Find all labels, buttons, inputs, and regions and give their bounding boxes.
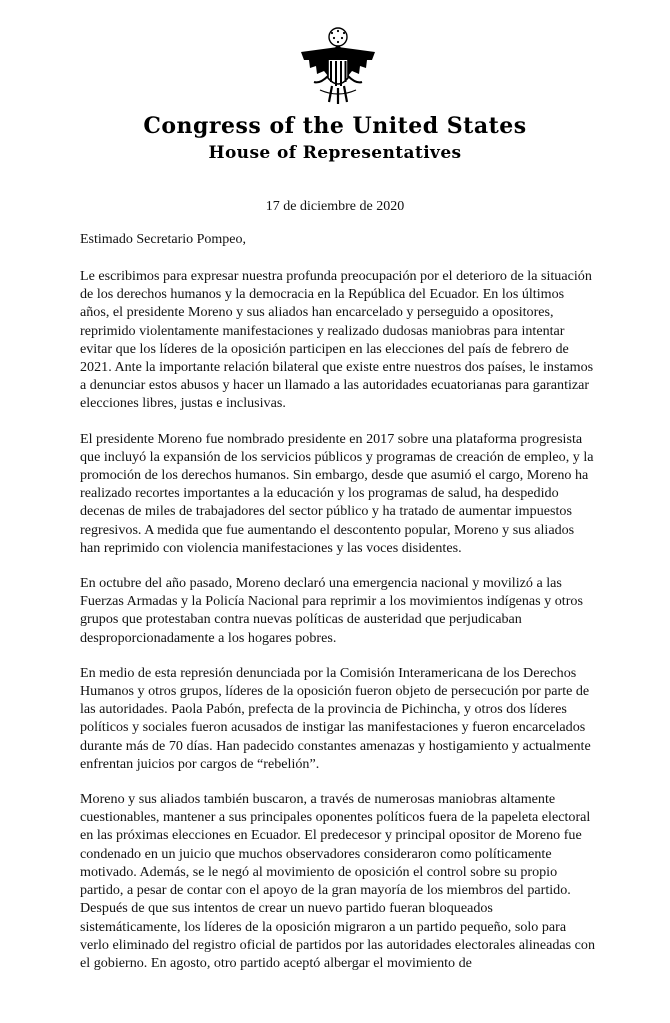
paragraph: En medio de esta represión denunciada por la Comisión Interamericana de los Derechos Humanos y otros grupos, líderes de la oposición fueron objeto de persecución por parte de las autoridades. Paola Pabón, prefecta de la provincia de Pichincha, y otros dos líderes políticos y sociales fueron acusados de instigar las manifestaciones y fueron encarcelados durante más de 70 días. Han padecido constantes amenazas y hostigamiento y actualmente enfrentan juicios por cargos de “rebelión”.: [80, 664, 591, 772]
letter-body: [80, 267, 595, 989]
great-seal-eagle-icon: [298, 24, 378, 110]
paragraph: Moreno y sus aliados también buscaron, a través de numerosas maniobras altamente cuestionables, mantener a sus principales oponentes políticos fuera de la papeleta electoral en las próximas elecciones en Ecuador. El predecesor y principal opositor de Moreno fue condenado en un juicio que muchos observadores consideraron como políticamente motivado. Además, se le negó al movimiento de oposición el control sobre su propio partido, a pesar de contar con el apoyo de la gran mayoría de los miembros del partido. Después de que sus intentos de crear un nuevo partido fueran bloqueados sistemáticamente, los líderes de la oposición migraron a un partido pequeño, solo para verlo eliminado del registro oficial de partidos por las autoridades electorales alineadas con el gobierno. En agosto, otro partido aceptó albergar el movimiento de: [80, 791, 596, 971]
paragraph: En octubre del año pasado, Moreno declaró una emergencia nacional y movilizó a las Fuerzas Armadas y la Policía Nacional para reprimir a los movimientos indígenas y otros grupos que protestaban contra nuevas políticas de austeridad que perjudicaban desproporcionadamente a los hogares pobres.: [80, 575, 583, 646]
paragraph: Le escribimos para expresar nuestra profunda preocupación por el deterioro de la situación de los derechos humanos y la democracia en la República del Ecuador. En los últimos años, el presidente Moreno y sus aliados han encarcelado y perseguido a opositores, reprimido violentamente manifestaciones y realizado dudosas maniobras para intentar evitar que los líderes de la oposición participen en las elecciones del país de febrero de 2021. Ante la importante relación bilateral que existe entre nuestros dos países, le instamos a denunciar estos abusos y hacer un llamado a las autoridades ecuatorianas para garantizar elecciones libres, justas e inclusivas.: [80, 268, 594, 412]
paragraph: El presidente Moreno fue nombrado presidente en 2017 sobre una plataforma progresista que incluyó la expansión de los servicios públicos y programas de creación de empleo, y la promoción de los derechos humanos. Sin embargo, desde que asumió el cargo, Moreno ha realizado recortes importantes a la educación y los programas de salud, ha despedido decenas de miles de trabajadores del sector público y ha tratado de aumentar impuestos regresivos. A medida que fue aumentando el descontento popular, Moreno y sus aliados han reprimido con violencia manifestaciones y las voces disidentes.: [80, 430, 594, 556]
letterhead-house: House of Representatives: [208, 143, 462, 163]
letter-date: 17 de diciembre de 2020: [265, 199, 405, 214]
salutation: Estimado Secretario Pompeo,: [80, 232, 247, 247]
letterhead-congress: Congress of the United States: [143, 113, 527, 139]
